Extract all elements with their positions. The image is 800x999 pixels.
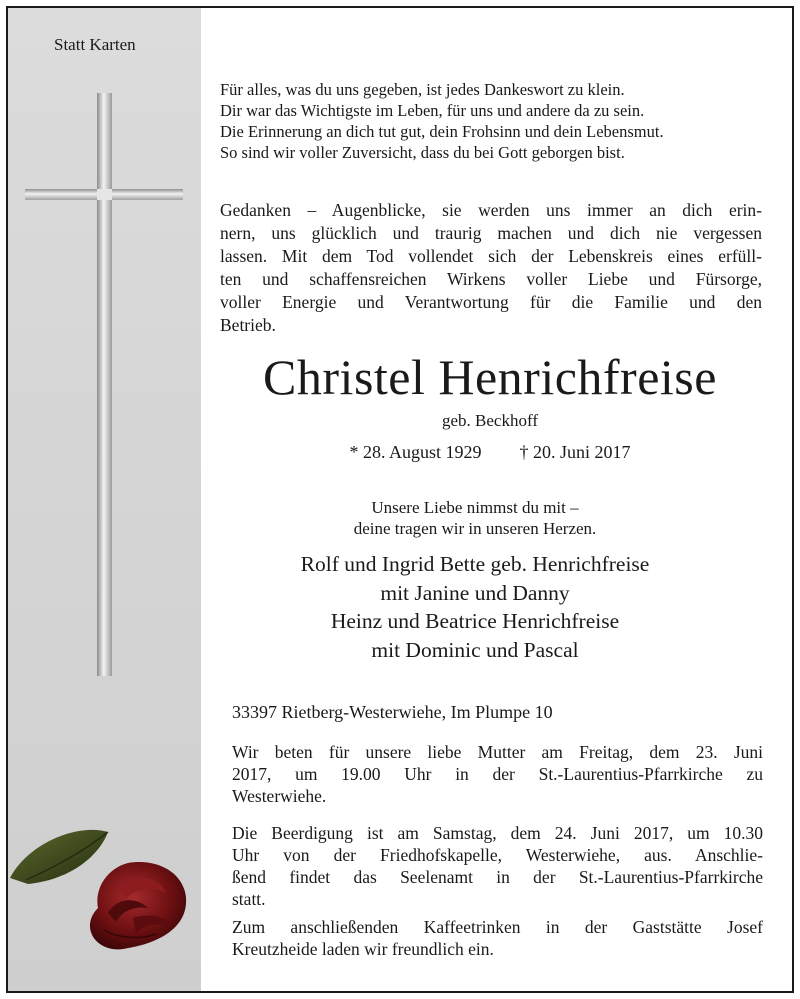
prayer-notice xyxy=(232,741,763,807)
family-mourners xyxy=(220,550,730,664)
poem-line: Für alles, was du uns gegeben, ist jedes Dankeswort zu klein. xyxy=(220,80,625,99)
prayer-line: Westerwiehe. xyxy=(232,786,327,806)
coffee-line: Zum anschließenden Kaffeetrinken in der Gaststätte Josef xyxy=(232,917,763,937)
funeral-line: Uhr von der Friedhofskapelle, Westerwiehe, aus. Anschlie- xyxy=(232,845,763,865)
statt-karten-label: Statt Karten xyxy=(54,35,136,54)
poem-line: Dir war das Wichtigste im Leben, für uns und andere da zu sein. xyxy=(220,101,645,120)
paragraph-line: nern, uns glücklich und traurig machen und dich nie vergessen xyxy=(220,223,762,243)
death-date: † 20. Juni 2017 xyxy=(519,442,631,462)
family-line: Rolf und Ingrid Bette geb. Henrichfreise xyxy=(300,552,650,576)
funeral-notice xyxy=(232,822,763,910)
deceased-name: Christel Henrichfreise xyxy=(263,349,717,405)
prayer-line: 2017, um 19.00 Uhr in der St.-Laurentius-Pfarrkirche zu xyxy=(232,764,763,784)
coffee-line: Kreutzheide laden wir freundlich ein. xyxy=(232,939,494,959)
rose-icon xyxy=(8,818,198,958)
funeral-line: statt. xyxy=(232,889,266,909)
family-line: Heinz und Beatrice Henrichfreise xyxy=(330,609,620,633)
paragraph-line: lassen. Mit dem Tod vollendet sich der Lebenskreis eines erfüll- xyxy=(220,246,762,266)
paragraph-line: Betrieb. xyxy=(220,315,276,335)
prayer-line: Wir beten für unsere liebe Mutter am Freitag, dem 23. Juni xyxy=(232,742,763,762)
motto xyxy=(220,497,730,539)
coffee-notice xyxy=(232,916,763,960)
family-line: mit Janine und Danny xyxy=(380,580,570,605)
funeral-line: ßend findet das Seelenamt in der St.-Laurentius-Pfarrkirche xyxy=(232,867,763,887)
paragraph-line: voller Energie und Verantwortung für die Familie und den xyxy=(220,292,762,312)
paragraph-line: ten und schaffensreichen Wirkens voller Liebe und Fürsorge, xyxy=(220,269,762,289)
poem xyxy=(220,79,664,163)
poem-line: Die Erinnerung an dich tut gut, dein Frohsinn und dein Lebensmut. xyxy=(220,122,664,141)
cross-icon xyxy=(25,93,185,678)
motto-line: deine tragen wir in unseren Herzen. xyxy=(353,519,597,538)
address: 33397 Rietberg-Westerwiehe, Im Plumpe 10 xyxy=(232,702,553,722)
reflection-paragraph xyxy=(220,199,762,337)
funeral-line: Die Beerdigung ist am Samstag, dem 24. Juni 2017, um 10.30 xyxy=(232,823,763,843)
birth-date: * 28. August 1929 xyxy=(349,442,482,462)
motto-line: Unsere Liebe nimmst du mit – xyxy=(371,498,579,517)
paragraph-line: Gedanken – Augenblicke, sie werden uns immer an dich erin- xyxy=(220,200,762,220)
family-line: mit Dominic und Pascal xyxy=(371,637,579,662)
maiden-name: geb. Beckhoff xyxy=(442,411,538,430)
life-dates xyxy=(220,442,760,463)
poem-line: So sind wir voller Zuversicht, dass du bei Gott geborgen bist. xyxy=(220,143,625,162)
